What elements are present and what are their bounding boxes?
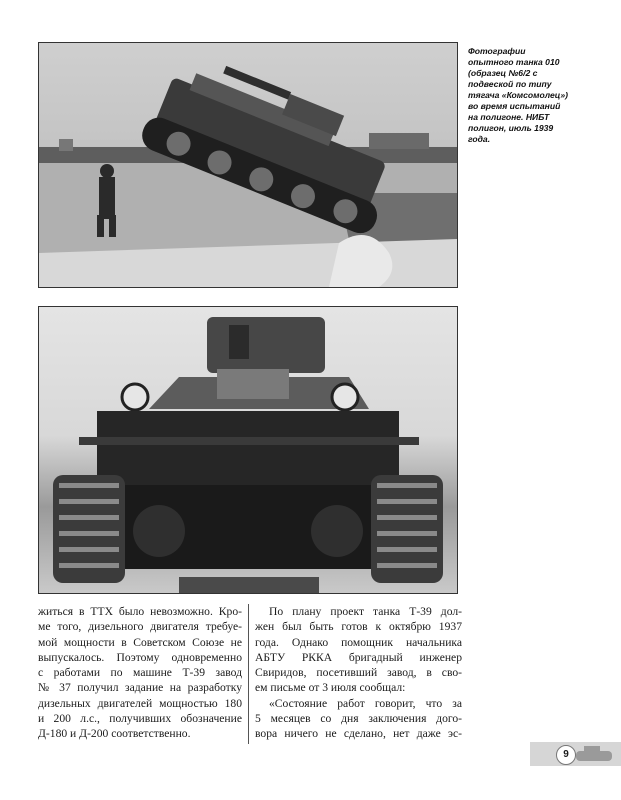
text-line: По плану проект танка Т-39 дол-: [269, 605, 462, 618]
photo-tank-rear: [38, 306, 458, 594]
text-line: ем письме от 3 июля сообщал:: [255, 681, 406, 695]
photo-tank-climbing: [38, 42, 458, 288]
page-number: 9: [556, 745, 576, 765]
text-line: «Состояние работ говорит, что за: [269, 696, 462, 710]
text-line: и 200 л.с., получивших обозначение: [38, 712, 242, 726]
text-line: ме того, дизельного двигателя требуе-: [38, 620, 242, 634]
paragraph: [255, 604, 462, 696]
text-line: с работами по машине Т-39 завод: [38, 666, 242, 680]
text-line: № 37 получил задание на разработку: [38, 681, 242, 695]
paragraph: [38, 604, 242, 742]
text-line: Д-180 и Д-200 соответственно.: [38, 727, 191, 741]
text-column-left: [38, 604, 242, 742]
text-line: АБТУ РККА бригадный инженер: [255, 650, 462, 664]
column-divider: [248, 604, 249, 744]
text-column-right: [255, 604, 462, 742]
text-line: выпускалось. Поэтому одновременно: [38, 650, 242, 664]
text-line: дизельных двигателей мощностью 180: [38, 696, 242, 710]
text-line: житься в ТТХ было невозможно. Кро-: [38, 605, 242, 618]
photo-tank-climbing-graphic: [39, 43, 457, 287]
text-line: Свиридов, посетивший завод, в сво-: [255, 666, 462, 680]
text-line: жен был быть готов к октябрю 1937: [255, 620, 462, 634]
text-line: 5 месяцев со дня заключения дого-: [255, 712, 462, 726]
text-line: вора ничего не сделано, нет даже эс-: [255, 727, 462, 741]
text-line: мой мощности в Советском Союзе не: [38, 635, 242, 649]
photo-tank-rear-graphic: [39, 307, 457, 593]
photo-caption: Фотографии опытного танка 010 (образец №6/2 с подвеской по типу тягача «Комсомолец») во время испытаний на полигоне. НИБТ полигон, июль 1939 года.: [468, 46, 568, 144]
text-line: года. Однако помощник начальника: [255, 635, 462, 649]
paragraph: [255, 696, 462, 742]
